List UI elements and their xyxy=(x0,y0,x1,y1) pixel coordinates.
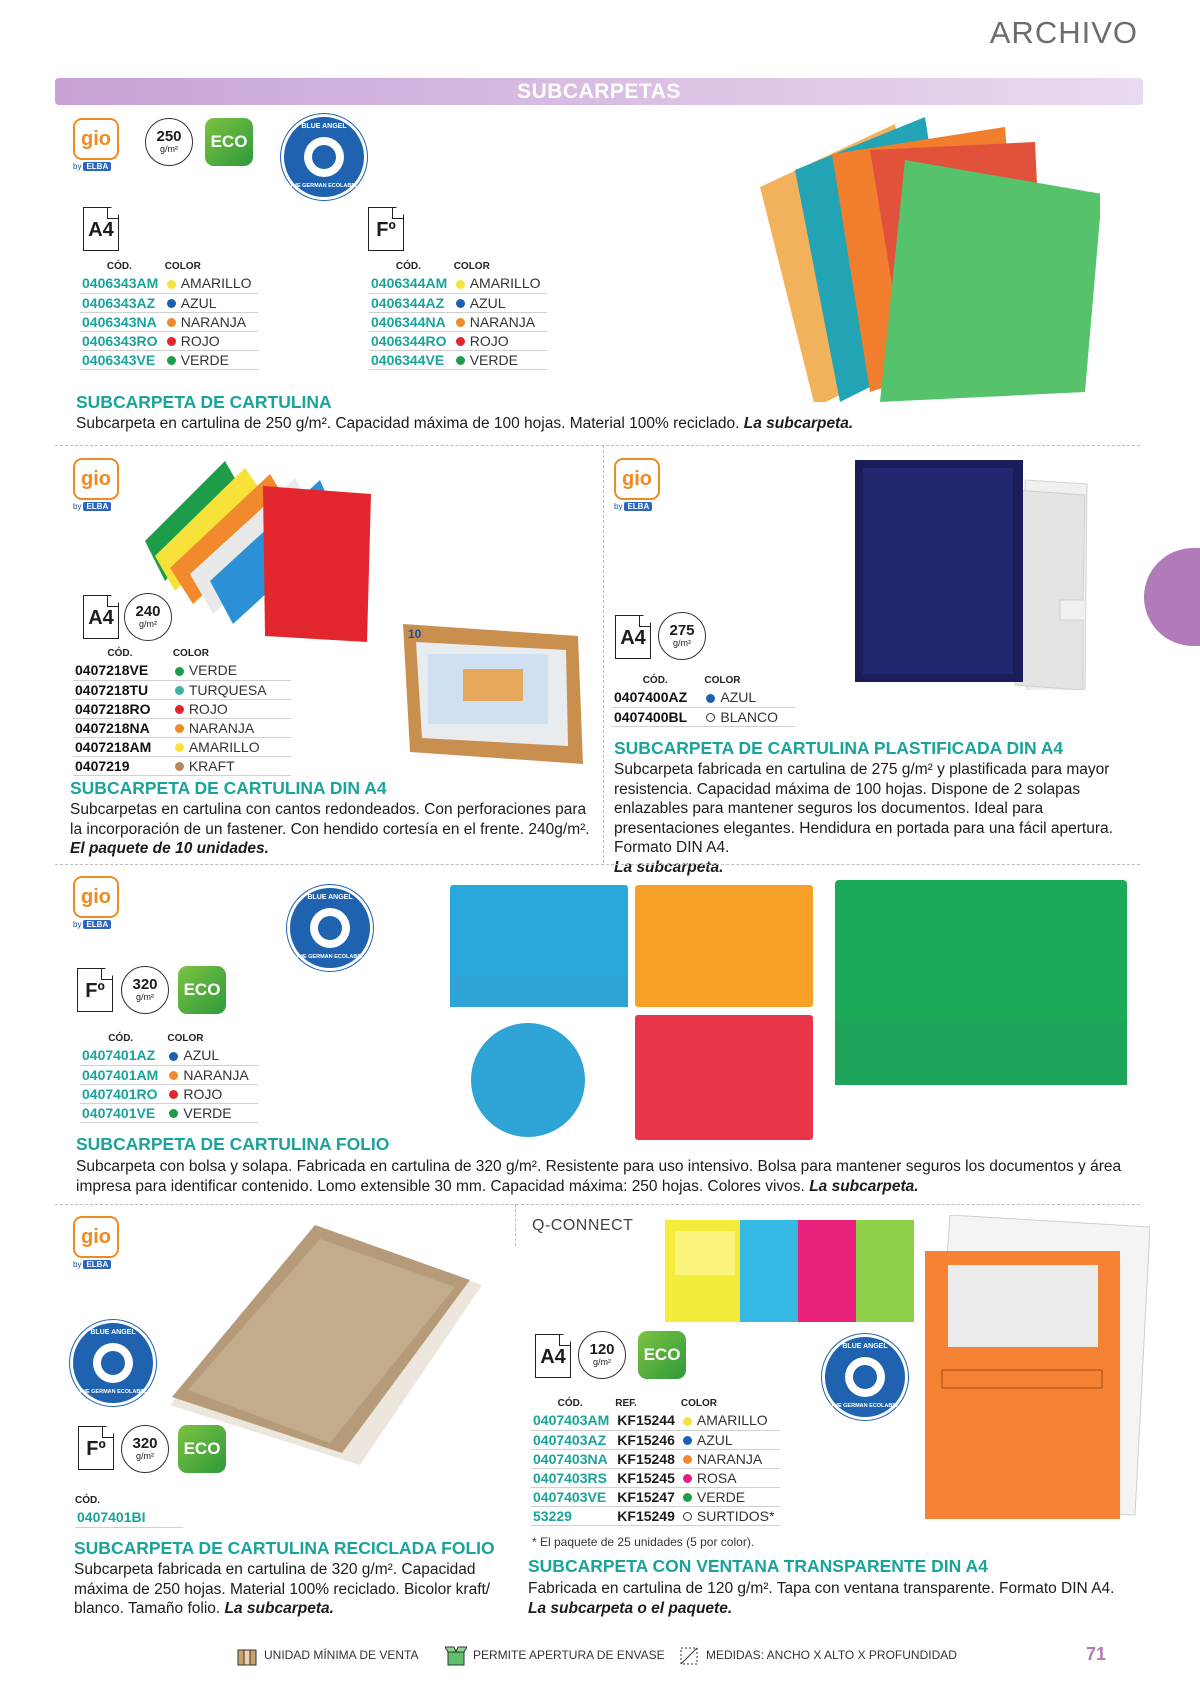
grammage-badge xyxy=(121,966,169,1014)
legend-unit-label: UNIDAD MÍNIMA DE VENTA xyxy=(264,1648,419,1663)
table-row xyxy=(73,661,291,680)
product-title: SUBCARPETA DE CARTULINA PLASTIFICADA DIN A4 xyxy=(614,738,1064,758)
col-header-color: COLOR xyxy=(704,675,741,686)
col-header-code: CÓD. xyxy=(642,675,668,686)
section-side-tab xyxy=(1144,548,1200,646)
by-elba-label xyxy=(614,502,660,511)
color-label: VERDE xyxy=(469,351,518,368)
product-color xyxy=(681,1449,781,1468)
elba-mark: ELBA xyxy=(624,502,652,511)
table-row xyxy=(80,1084,258,1103)
format-a4-icon: A4 xyxy=(83,595,119,639)
sale-unit: La subcarpeta. xyxy=(614,858,724,876)
grammage-value: 240 xyxy=(135,603,161,620)
color-label: NARANJA xyxy=(469,313,536,330)
grammage-badge xyxy=(578,1331,626,1379)
desc-text: Subcarpeta fabricada en cartulina de 320 g/m². Capacidad máxima de 250 hojas. Material 100% reciclado. Bicolor kraft/ blanco. Tamaño folio. xyxy=(74,1561,491,1617)
table-row xyxy=(73,680,291,699)
color-dot-icon xyxy=(167,318,176,327)
col-header-code: CÓD. xyxy=(106,261,132,272)
product-color xyxy=(454,274,547,293)
gio-logo-text: gio xyxy=(73,1216,119,1258)
table-row xyxy=(612,688,795,707)
format-a4-icon: A4 xyxy=(615,615,651,659)
blue-angel-top-text: BLUE ANGEL xyxy=(307,894,353,901)
product-code: 0407219 xyxy=(73,756,173,775)
gio-logo xyxy=(73,876,119,928)
sale-unit: La subcarpeta. xyxy=(224,1600,334,1617)
col-header-code: CÓD. xyxy=(108,1033,134,1044)
blue-angel-icon xyxy=(822,1334,908,1420)
product-code: 0407401RO xyxy=(80,1084,167,1103)
grammage-unit: g/m² xyxy=(160,144,178,154)
product-color xyxy=(167,1046,258,1065)
product-code: 0407401BI xyxy=(75,1508,183,1527)
divider xyxy=(55,864,1140,865)
desc-text: Fabricada en cartulina de 120 g/m². Tapa con ventana transparente. Formato DIN A4. xyxy=(528,1580,1115,1597)
legend-open xyxy=(445,1645,665,1667)
table-row xyxy=(531,1430,780,1449)
product-color xyxy=(704,707,795,726)
eco-badge: ECO xyxy=(205,118,253,166)
code-table xyxy=(75,1492,183,1528)
section-title: ARCHIVO xyxy=(989,15,1138,50)
product-color xyxy=(454,350,547,369)
color-label: AMARILLO xyxy=(469,275,541,292)
product-color xyxy=(173,680,291,699)
code-table xyxy=(80,1030,258,1123)
desc-text: Subcarpetas en cartulina con cantos redondeados. Con perforaciones para la incorporación de un fastener. Con hendido cortesía en el frente. 240g/m². xyxy=(70,801,590,838)
product-code: 0406344AM xyxy=(369,274,454,293)
table-row xyxy=(80,350,258,369)
product-color xyxy=(173,756,291,775)
product-code: 0406343RO xyxy=(80,331,165,350)
color-dot-icon xyxy=(456,356,465,365)
legend-size xyxy=(678,1645,957,1667)
product-code: 0407218AM xyxy=(73,737,173,756)
table-row xyxy=(80,312,258,331)
col-header-color: COLOR xyxy=(680,1398,717,1409)
col-header-color: COLOR xyxy=(172,648,209,659)
product-code: 0407403AZ xyxy=(531,1430,615,1449)
open-box-icon xyxy=(445,1645,467,1667)
color-label: NARANJA xyxy=(696,1450,763,1467)
elba-mark: ELBA xyxy=(83,920,111,929)
table-row xyxy=(531,1487,780,1506)
code-table xyxy=(612,672,795,727)
col-header-color: COLOR xyxy=(167,1033,204,1044)
sale-unit: El paquete de 10 unidades. xyxy=(70,840,269,857)
product-title: SUBCARPETA DE CARTULINA DIN A4 xyxy=(70,778,387,798)
table-row xyxy=(369,293,547,312)
table-row xyxy=(612,707,795,726)
color-label: VERDE xyxy=(188,662,238,679)
pack-count-label: 10 xyxy=(408,627,422,641)
legend-size-label: MEDIDAS: ANCHO X ALTO X PROFUNDIDAD xyxy=(706,1648,957,1663)
divider xyxy=(55,445,1140,446)
product-color xyxy=(173,699,291,718)
product-code: 0406343VE xyxy=(80,350,165,369)
table-row xyxy=(531,1468,780,1487)
blue-angel-bottom-text: THE GERMAN ECOLABEL xyxy=(295,954,365,960)
product-code: 0407401AM xyxy=(80,1065,167,1084)
grammage-unit: g/m² xyxy=(139,619,157,629)
blue-angel-top-text: BLUE ANGEL xyxy=(842,1343,888,1350)
color-label: ROJO xyxy=(469,332,509,349)
product-color xyxy=(681,1468,781,1487)
color-dot-icon xyxy=(683,1493,692,1502)
color-label: AZUL xyxy=(183,1047,220,1064)
color-dot-icon xyxy=(167,337,176,346)
color-label: ROJO xyxy=(183,1085,223,1102)
desc-text: Subcarpeta con bolsa y solapa. Fabricada en cartulina de 320 g/m². Resistente para uso intensivo. Bolsa para mantener seguros los documentos y área impresa para identificar contenido. Lomo extensible 30 mm. Capacidad máxima: 250 hojas. Colores vivos. xyxy=(76,1158,1122,1195)
by-text: by xyxy=(73,502,82,511)
color-dot-icon xyxy=(169,1109,178,1118)
color-label: AMARILLO xyxy=(180,275,252,292)
color-label: TURQUESA xyxy=(188,681,267,698)
gio-logo xyxy=(73,458,119,510)
product-code: 0407403RS xyxy=(531,1468,615,1487)
product-code: 0407401AZ xyxy=(80,1046,167,1065)
table-row xyxy=(80,293,258,312)
table-row xyxy=(80,331,258,350)
color-label: AZUL xyxy=(720,689,757,706)
product-code: 0407218RO xyxy=(73,699,173,718)
by-elba-label xyxy=(73,1260,119,1269)
desc-text: Subcarpeta fabricada en cartulina de 275 g/m² y plastificada para mayor resistencia. Capacidad máxima de 100 hojas. Dispone de 2 solapas enlazables para mantener seguros los documentos. Ideal para presentaciones elegantes. Hendidura en portada para una fácil apertura. Formato DIN A4. xyxy=(614,761,1113,856)
gio-logo-text: gio xyxy=(73,458,119,500)
table-row xyxy=(73,737,291,756)
product-color xyxy=(681,1487,781,1506)
blue-angel-bottom-text: THE GERMAN ECOLABEL xyxy=(289,183,359,189)
code-table-a4 xyxy=(80,258,258,370)
product-description xyxy=(74,1560,494,1619)
code-table-folio xyxy=(369,258,547,370)
color-label: AMARILLO xyxy=(696,1412,768,1429)
table-row xyxy=(80,1046,258,1065)
product-color xyxy=(704,688,795,707)
product-color xyxy=(165,312,258,331)
blue-angel-top-text: BLUE ANGEL xyxy=(90,1329,136,1336)
product-code: 0407403AM xyxy=(531,1411,615,1430)
color-dot-icon xyxy=(456,337,465,346)
by-elba-label xyxy=(73,162,119,171)
divider-vertical xyxy=(515,1204,516,1246)
eco-badge: ECO xyxy=(178,966,226,1014)
product-color xyxy=(173,718,291,737)
page-number: 71 xyxy=(1086,1644,1107,1664)
color-label: ROJO xyxy=(188,700,228,717)
color-label: BLANCO xyxy=(720,708,778,725)
legend-open-label: PERMITE APERTURA DE ENVASE xyxy=(473,1648,665,1663)
color-label: SURTIDOS* xyxy=(696,1507,775,1524)
product-code: 0407400BL xyxy=(612,707,704,726)
grammage-value: 250 xyxy=(156,128,182,145)
product-code: 0406343AZ xyxy=(80,293,165,312)
blue-angel-icon xyxy=(70,1320,156,1406)
product-code: 0406344VE xyxy=(369,350,454,369)
color-dot-icon xyxy=(456,280,465,289)
product-ref: KF15249 xyxy=(615,1506,681,1525)
product-code: 0407401VE xyxy=(80,1103,167,1122)
product-color xyxy=(167,1084,258,1103)
product-description xyxy=(614,760,1134,877)
color-label: NARANJA xyxy=(180,313,247,330)
color-dot-icon xyxy=(167,356,176,365)
grammage-badge xyxy=(658,612,706,660)
product-color xyxy=(681,1506,781,1525)
color-dot-icon xyxy=(175,743,184,752)
color-label: VERDE xyxy=(183,1104,232,1121)
color-dot-icon xyxy=(169,1052,178,1061)
color-label: ROSA xyxy=(696,1469,737,1486)
gio-logo xyxy=(73,118,119,170)
color-dot-icon xyxy=(175,705,184,714)
sale-unit: La subcarpeta. xyxy=(743,415,854,432)
by-text: by xyxy=(614,502,623,511)
color-dot-icon xyxy=(456,318,465,327)
table-row xyxy=(369,274,547,293)
category-banner: SUBCARPETAS xyxy=(55,78,1143,105)
blue-angel-icon xyxy=(287,885,373,971)
code-table xyxy=(531,1395,780,1526)
col-header-code: CÓD. xyxy=(107,648,133,659)
product-code: 0406344NA xyxy=(369,312,454,331)
table-row xyxy=(369,312,547,331)
color-dot-icon xyxy=(175,762,184,771)
blue-angel-bottom-text: THE GERMAN ECOLABEL xyxy=(78,1389,148,1395)
divider-vertical xyxy=(603,445,604,863)
product-image-pocket-folders xyxy=(450,880,1130,1140)
color-label: NARANJA xyxy=(188,719,255,736)
product-ref: KF15246 xyxy=(615,1430,681,1449)
by-elba-label xyxy=(73,920,119,929)
product-color xyxy=(681,1430,781,1449)
gio-logo xyxy=(614,458,660,510)
color-label: ROJO xyxy=(180,332,220,349)
product-code: 53229 xyxy=(531,1506,615,1525)
product-ref: KF15247 xyxy=(615,1487,681,1506)
product-color xyxy=(165,350,258,369)
elba-mark: ELBA xyxy=(83,162,111,171)
color-dot-icon xyxy=(706,694,715,703)
product-ref: KF15245 xyxy=(615,1468,681,1487)
product-code: 0407218TU xyxy=(73,680,173,699)
code-table xyxy=(73,645,291,776)
product-color xyxy=(165,274,258,293)
table-row xyxy=(531,1506,780,1525)
footnote: * El paquete de 25 unidades (5 por color). xyxy=(532,1535,755,1549)
product-code: 0407403NA xyxy=(531,1449,615,1468)
sale-unit: La subcarpeta. xyxy=(809,1177,919,1195)
color-dot-icon xyxy=(706,713,715,722)
col-header-code: CÓD. xyxy=(557,1398,583,1409)
elba-mark: ELBA xyxy=(83,502,111,511)
color-label: AZUL xyxy=(469,294,506,311)
product-code: 0406344AZ xyxy=(369,293,454,312)
format-folio-icon: Fº xyxy=(78,1426,114,1470)
grammage-unit: g/m² xyxy=(673,638,691,648)
format-folio-icon: Fº xyxy=(368,207,404,251)
product-image-window-folder-large xyxy=(920,1215,1150,1525)
color-dot-icon xyxy=(175,686,184,695)
table-row xyxy=(75,1508,183,1527)
color-label: VERDE xyxy=(180,351,229,368)
color-dot-icon xyxy=(175,724,184,733)
col-header-code: CÓD. xyxy=(75,1495,100,1506)
box-icon xyxy=(236,1645,258,1667)
by-elba-label xyxy=(73,502,119,511)
product-color xyxy=(681,1411,781,1430)
grammage-badge xyxy=(124,593,172,641)
gio-logo-text: gio xyxy=(614,458,660,500)
legend-unit xyxy=(236,1645,418,1667)
product-code: 0407218NA xyxy=(73,718,173,737)
product-description xyxy=(76,1157,1146,1196)
table-row xyxy=(73,699,291,718)
color-label: VERDE xyxy=(696,1488,746,1505)
gio-logo-text: gio xyxy=(73,876,119,918)
eco-badge: ECO xyxy=(178,1425,226,1473)
product-color xyxy=(167,1065,258,1084)
col-header-color: COLOR xyxy=(164,261,201,272)
table-row xyxy=(80,1103,258,1122)
color-dot-icon xyxy=(169,1071,178,1080)
table-row xyxy=(80,274,258,293)
color-dot-icon xyxy=(167,280,176,289)
grammage-unit: g/m² xyxy=(136,1451,154,1461)
divider xyxy=(55,1204,1140,1205)
grammage-value: 120 xyxy=(589,1341,615,1358)
grammage-value: 320 xyxy=(132,976,158,993)
color-label: NARANJA xyxy=(183,1066,249,1083)
product-color xyxy=(173,661,291,680)
product-code: 0407403VE xyxy=(531,1487,615,1506)
eco-badge: ECO xyxy=(638,1331,686,1379)
q-connect-logo: Q-CONNECT xyxy=(532,1217,634,1234)
blue-angel-top-text: BLUE ANGEL xyxy=(301,123,347,130)
product-color xyxy=(454,331,547,350)
table-row xyxy=(531,1449,780,1468)
gio-logo xyxy=(73,1216,119,1268)
color-label: KRAFT xyxy=(188,757,235,774)
color-dot-icon xyxy=(169,1090,178,1099)
blue-angel-bottom-text: THE GERMAN ECOLABEL xyxy=(830,1403,900,1409)
product-title: SUBCARPETA DE CARTULINA xyxy=(76,392,332,412)
grammage-badge xyxy=(145,118,193,166)
product-title: SUBCARPETA CON VENTANA TRANSPARENTE DIN A4 xyxy=(528,1556,988,1576)
col-header-color: COLOR xyxy=(453,261,490,272)
product-color xyxy=(167,1103,258,1122)
product-code: 0406344RO xyxy=(369,331,454,350)
product-ref: KF15244 xyxy=(615,1411,681,1430)
product-color xyxy=(165,331,258,350)
product-image-pack xyxy=(398,624,583,764)
color-label: AMARILLO xyxy=(188,738,260,755)
by-text: by xyxy=(73,1260,82,1269)
gio-logo-text: gio xyxy=(73,118,119,160)
color-dot-icon xyxy=(456,299,465,308)
color-label: AZUL xyxy=(696,1431,733,1448)
color-dot-icon xyxy=(167,299,176,308)
product-color xyxy=(454,293,547,312)
table-row xyxy=(369,350,547,369)
color-dot-icon xyxy=(683,1436,692,1445)
table-row xyxy=(369,331,547,350)
product-description xyxy=(70,800,590,859)
product-color xyxy=(173,737,291,756)
color-dot-icon xyxy=(683,1417,692,1426)
by-text: by xyxy=(73,920,82,929)
product-image-window-folders xyxy=(665,1215,915,1325)
desc-text: Subcarpeta en cartulina de 250 g/m². Capacidad máxima de 100 hojas. Material 100% reciclado. xyxy=(76,415,740,432)
product-color xyxy=(454,312,547,331)
product-ref: KF15248 xyxy=(615,1449,681,1468)
grammage-value: 320 xyxy=(132,1435,158,1452)
product-image-folders xyxy=(760,112,1100,402)
elba-mark: ELBA xyxy=(83,1260,111,1269)
table-row xyxy=(73,718,291,737)
grammage-unit: g/m² xyxy=(136,992,154,1002)
color-dot-icon xyxy=(683,1455,692,1464)
col-header-ref: REF. xyxy=(615,1398,637,1409)
product-description xyxy=(76,414,1136,434)
sale-unit: La subcarpeta o el paquete. xyxy=(528,1599,733,1617)
format-a4-icon: A4 xyxy=(535,1334,571,1378)
color-label: AZUL xyxy=(180,294,217,311)
product-image-plastified-folders xyxy=(855,460,1095,690)
product-description xyxy=(528,1579,1128,1618)
grammage-value: 275 xyxy=(669,622,695,639)
product-code: 0406343NA xyxy=(80,312,165,331)
format-folio-icon: Fº xyxy=(77,968,113,1012)
product-code: 0407400AZ xyxy=(612,688,704,707)
product-code: 0406343AM xyxy=(80,274,165,293)
table-row xyxy=(80,1065,258,1084)
dimensions-icon xyxy=(678,1645,700,1667)
col-header-code: CÓD. xyxy=(395,261,421,272)
by-text: by xyxy=(73,162,82,171)
product-color xyxy=(165,293,258,312)
blue-angel-icon xyxy=(281,114,367,200)
table-row xyxy=(73,756,291,775)
color-dot-icon xyxy=(175,667,184,676)
color-dot-icon xyxy=(683,1474,692,1483)
product-title: SUBCARPETA DE CARTULINA RECICLADA FOLIO xyxy=(74,1538,495,1558)
grammage-badge xyxy=(121,1425,169,1473)
format-a4-icon: A4 xyxy=(83,207,119,251)
color-dot-icon xyxy=(683,1512,692,1521)
product-code: 0407218VE xyxy=(73,661,173,680)
product-title: SUBCARPETA DE CARTULINA FOLIO xyxy=(76,1134,390,1154)
grammage-unit: g/m² xyxy=(593,1357,611,1367)
table-row xyxy=(531,1411,780,1430)
